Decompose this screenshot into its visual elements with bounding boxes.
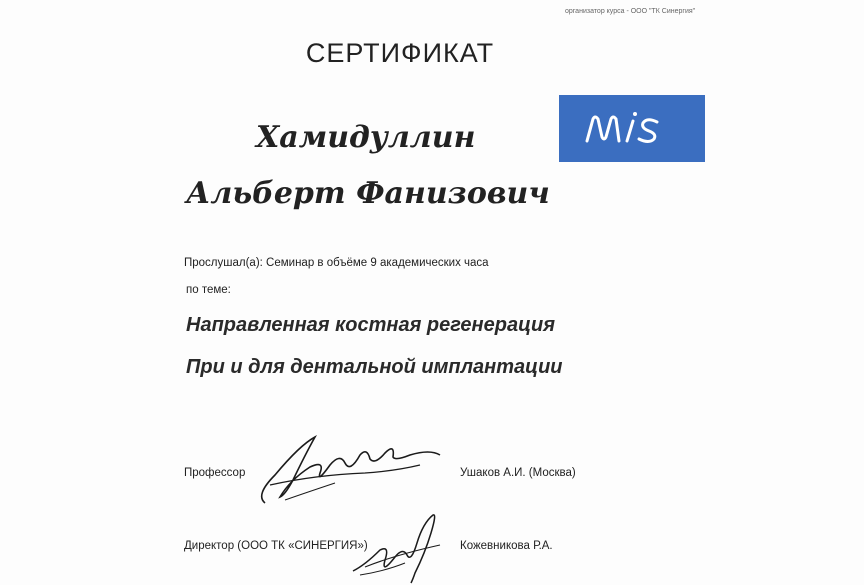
signatory-name-professor: Ушаков А.И. (Москва) xyxy=(460,467,576,479)
recipient-given-names: Альберт Фанизович xyxy=(186,176,550,211)
topic-label: по теме: xyxy=(186,284,231,296)
director-signature xyxy=(345,505,455,585)
signatory-name-director: Кожевникова Р.А. xyxy=(460,540,553,552)
signatory-role-director: Директор (ООО ТК «СИНЕРГИЯ») xyxy=(184,540,368,552)
attended-text: Прослушал(а): Семинар в объёме 9 академических часа xyxy=(184,257,489,269)
mis-logo-mark xyxy=(559,95,705,162)
certificate-title: СЕРТИФИКАТ xyxy=(305,38,495,68)
mis-logo xyxy=(559,95,705,162)
topic-line-2: При и для дентальной имплантации xyxy=(186,356,563,378)
organizer-note: организатор курса - ООО "ТК Синергия" xyxy=(565,8,696,15)
professor-signature xyxy=(245,425,445,515)
recipient-surname: Хамидуллин xyxy=(256,120,476,155)
signatory-role-professor: Профессор xyxy=(184,467,246,479)
topic-line-1: Направленная костная регенерация xyxy=(186,314,556,336)
